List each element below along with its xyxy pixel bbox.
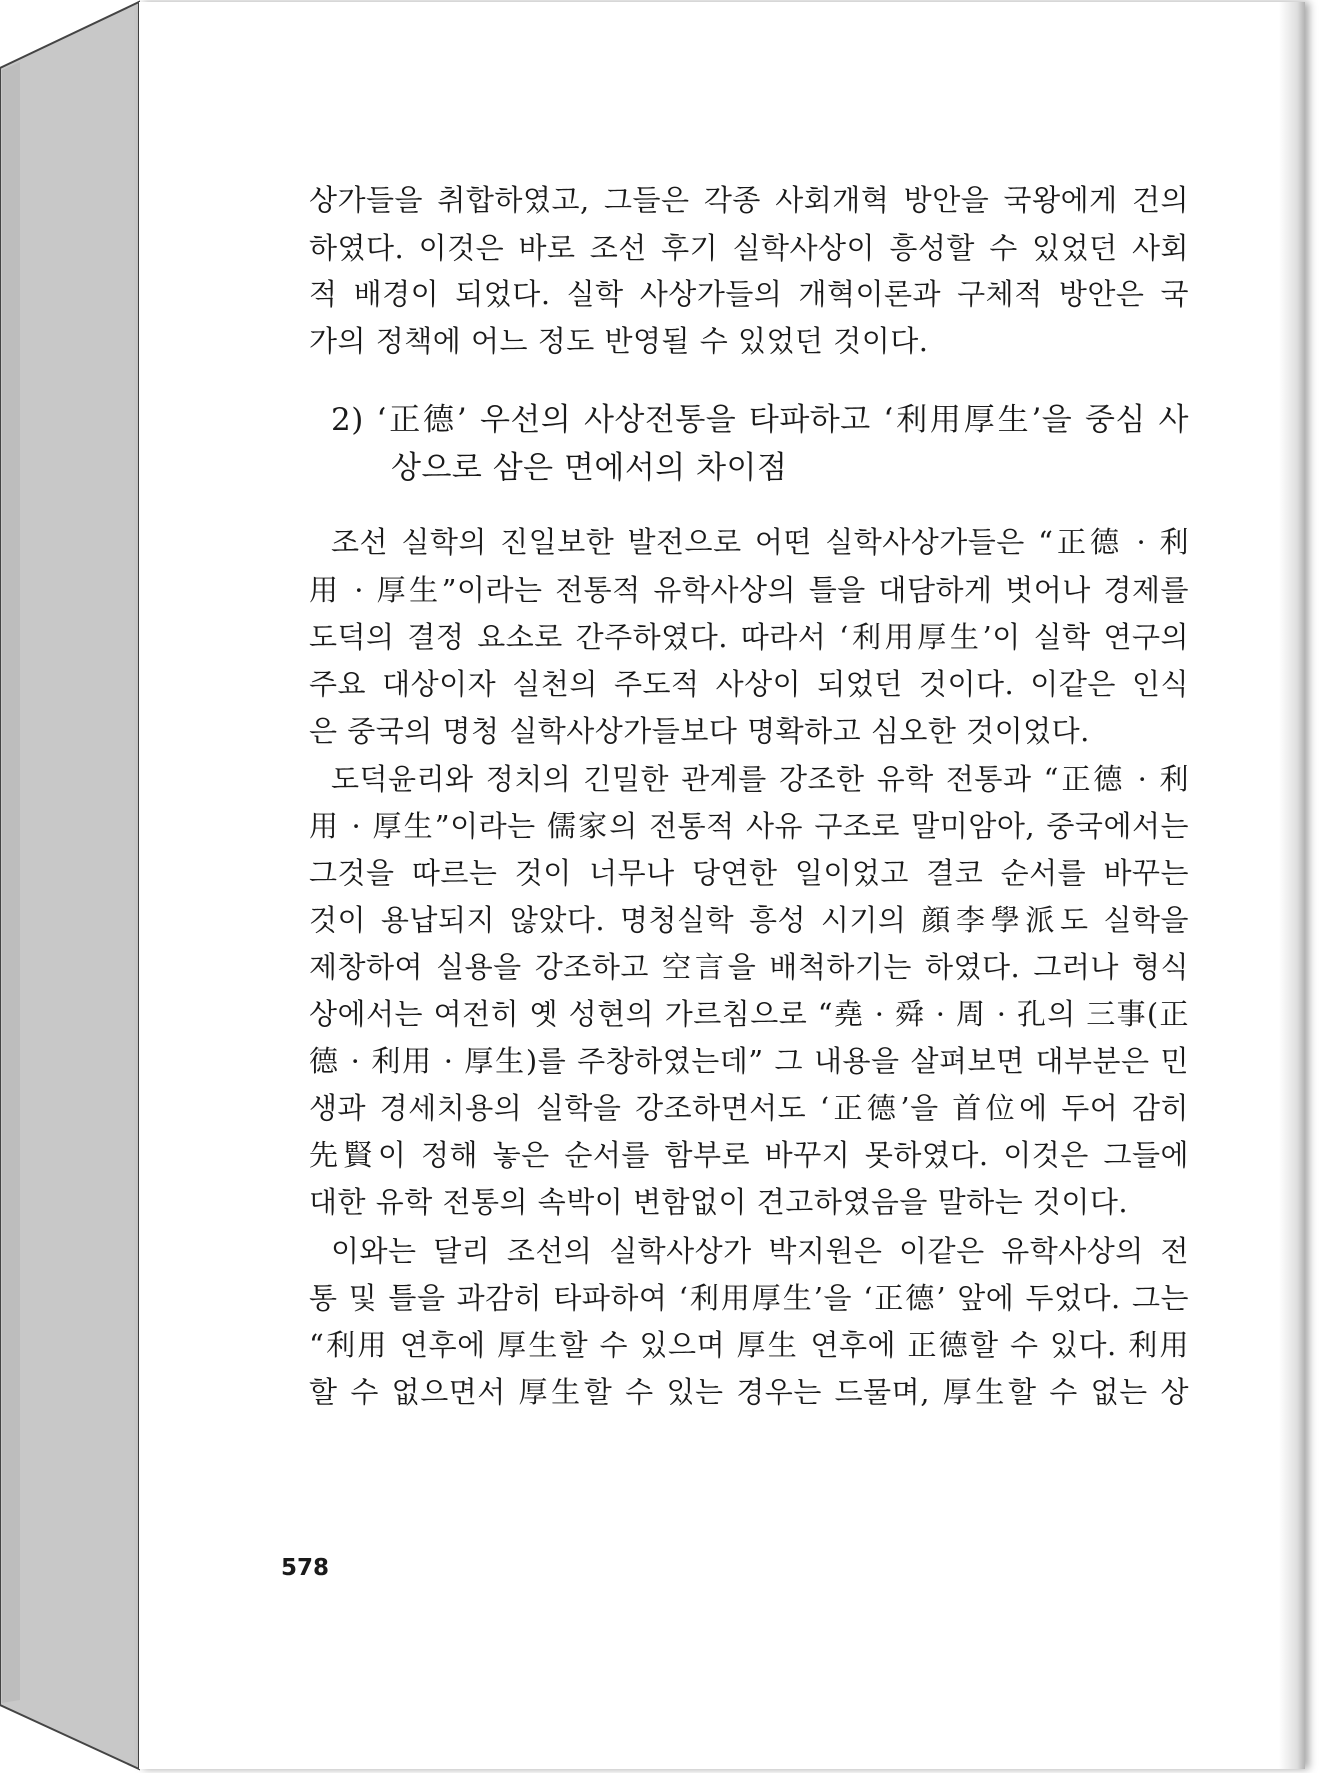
text-line: 상가들을 취합하였고, 그들은 각종 사회개혁 방안을 국왕에게 건의 bbox=[309, 183, 1189, 217]
book-spine-graphic bbox=[0, 0, 160, 1773]
text-line: 제창하여 실용을 강조하고 空言을 배척하기는 하였다. 그러나 형식 bbox=[309, 950, 1189, 984]
text-line: 도덕의 결정 요소로 간주하였다. 따라서 ‘利用厚生’이 실학 연구의 bbox=[309, 620, 1189, 654]
text-line: 先賢이 정해 놓은 순서를 함부로 바꾸지 못하였다. 이것은 그들에 bbox=[309, 1138, 1189, 1172]
text-line: 用 · 厚生”이라는 儒家의 전통적 사유 구조로 말미암아, 중국에서는 bbox=[309, 809, 1189, 843]
text-line: 생과 경세치용의 실학을 강조하면서도 ‘正德’을 首位에 두어 감히 bbox=[309, 1091, 1189, 1125]
text-line: 대한 유학 전통의 속박이 변함없이 견고하였음을 말하는 것이다. bbox=[309, 1185, 1129, 1219]
text-line: 이와는 달리 조선의 실학사상가 박지원은 이같은 유학사상의 전 bbox=[331, 1234, 1189, 1268]
text-line: 조선 실학의 진일보한 발전으로 어떤 실학사상가들은 “正德 · 利 bbox=[331, 525, 1189, 559]
text-line: 상에서는 여전히 옛 성현의 가르침으로 “堯 · 舜 · 周 · 孔의 三事(正 bbox=[309, 997, 1189, 1031]
text-line: 도덕윤리와 정치의 긴밀한 관계를 강조한 유학 전통과 “正德 · 利 bbox=[331, 762, 1189, 796]
text-line: 가의 정책에 어느 정도 반영될 수 있었던 것이다. bbox=[309, 324, 929, 358]
book-page bbox=[139, 2, 1305, 1769]
text-line: 은 중국의 명청 실학사상가들보다 명확하고 심오한 것이었다. bbox=[309, 714, 1090, 748]
section-heading: 2) ‘正德’ 우선의 사상전통을 타파하고 ‘利用厚生’을 중심 사 bbox=[331, 402, 1189, 438]
text-line: 적 배경이 되었다. 실학 사상가들의 개혁이론과 구체적 방안은 국 bbox=[309, 277, 1189, 311]
text-line: 주요 대상이자 실천의 주도적 사상이 되었던 것이다. 이같은 인식 bbox=[309, 667, 1189, 701]
text-line: 하였다. 이것은 바로 조선 후기 실학사상이 흥성할 수 있었던 사회 bbox=[309, 231, 1189, 265]
page-number: 578 bbox=[281, 1555, 330, 1581]
text-line: “利用 연후에 厚生할 수 있으며 厚生 연후에 正德할 수 있다. 利用 bbox=[309, 1328, 1189, 1362]
text-line: 것이 용납되지 않았다. 명청실학 흥성 시기의 顔李學派도 실학을 bbox=[309, 903, 1189, 937]
text-line: 통 및 틀을 과감히 타파하여 ‘利用厚生’을 ‘正德’ 앞에 두었다. 그는 bbox=[309, 1281, 1189, 1315]
text-line: 用 · 厚生”이라는 전통적 유학사상의 틀을 대담하게 벗어나 경제를 bbox=[309, 573, 1189, 607]
page-edge-shadow bbox=[1279, 2, 1305, 1769]
text-line: 德 · 利用 · 厚生)를 주창하였는데” 그 내용을 살펴보면 대부분은 민 bbox=[309, 1044, 1189, 1078]
text-line: 할 수 없으면서 厚生할 수 있는 경우는 드물며, 厚生할 수 없는 상 bbox=[309, 1375, 1189, 1409]
section-heading-continued: 상으로 삼은 면에서의 차이점 bbox=[391, 450, 788, 486]
text-line: 그것을 따르는 것이 너무나 당연한 일이었고 결코 순서를 바꾸는 bbox=[309, 856, 1189, 890]
